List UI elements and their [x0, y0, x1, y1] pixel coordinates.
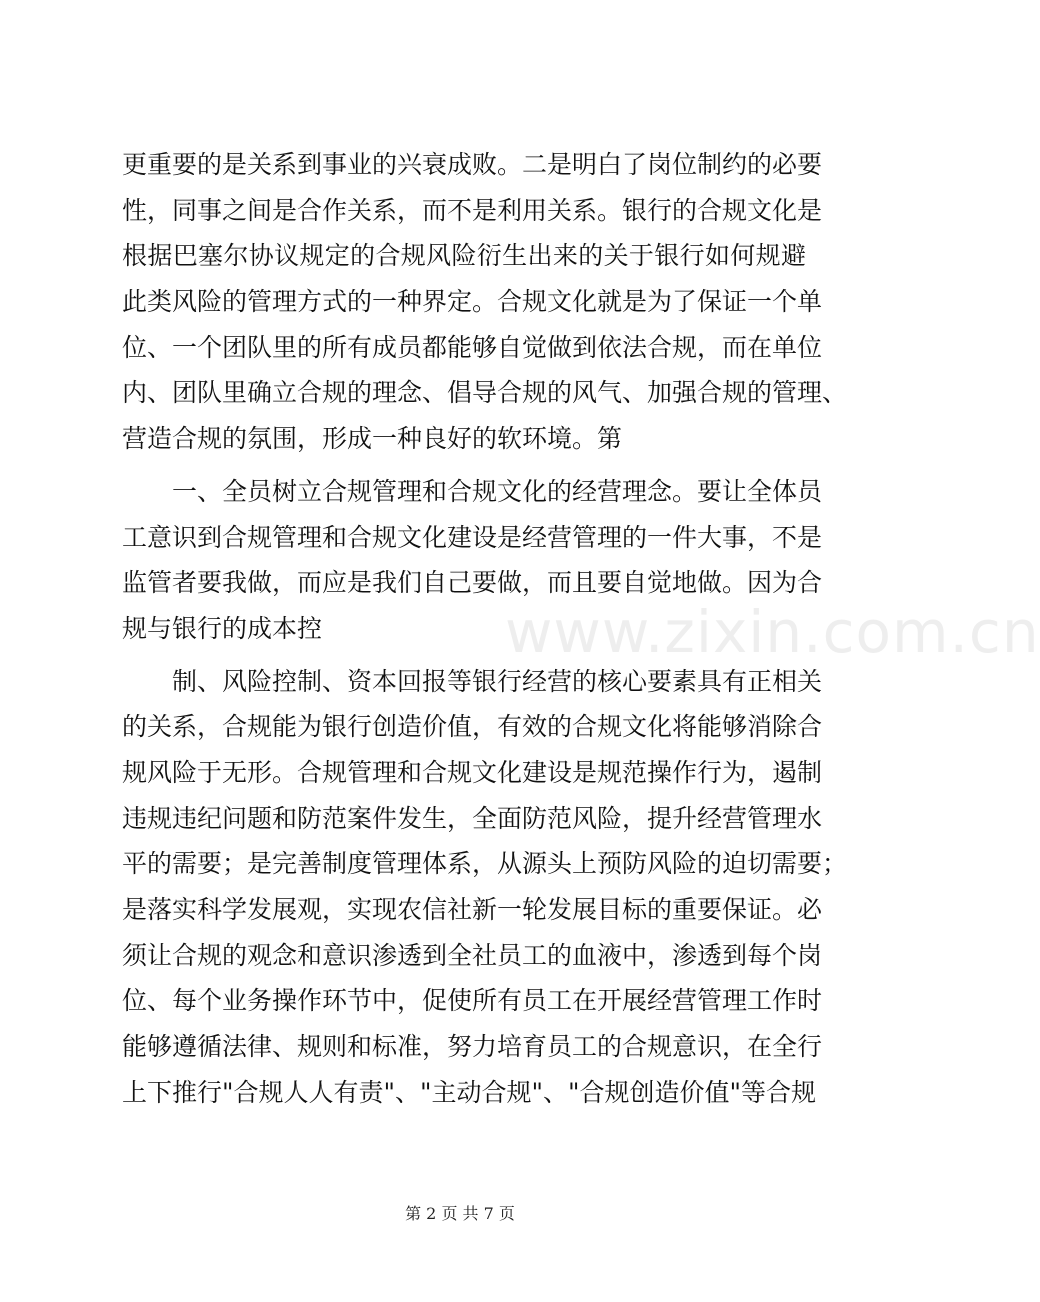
text-line: 须让合规的观念和意识渗透到全社员工的血液中，渗透到每个岗 — [122, 940, 823, 970]
text-line: 的关系，合规能为银行创造价值，有效的合规文化将能够消除合 — [122, 712, 823, 742]
text-line: 制、风险控制、资本回报等银行经营的核心要素具有正相关 — [172, 666, 823, 696]
watermark: www.zixin.com.cn — [505, 598, 1040, 666]
page-number-footer: 第 2 页 共 7 页 — [405, 1204, 515, 1223]
text-line: 内、团队里确立合规的理念、倡导合规的风气、加强合规的管理、 — [122, 378, 848, 408]
text-line: 是落实科学发展观，实现农信社新一轮发展目标的重要保证。必 — [122, 895, 823, 924]
text-line: 监管者要我做，而应是我们自己要做，而且要自觉地做。因为合 — [122, 568, 823, 598]
body-text — [122, 142, 848, 1115]
text-line: 平的需要；是完善制度管理体系，从源头上预防风险的迫切需要； — [122, 849, 848, 879]
text-line: 更重要的是关系到事业的兴衰成败。二是明白了岗位制约的必要 — [122, 150, 823, 179]
text-line: 性，同事之间是合作关系，而不是利用关系。银行的合规文化是 — [122, 195, 823, 225]
text-line: 工意识到合规管理和合规文化建设是经营管理的一件大事，不是 — [122, 522, 823, 552]
text-line: 一、全员树立合规管理和合规文化的经营理念。要让全体员 — [172, 476, 823, 506]
text-line: 能够遵循法律、规则和标准，努力培育员工的合规意识，在全行 — [122, 1032, 823, 1062]
text-line: 规风险于无形。合规管理和合规文化建设是规范操作行为，遏制 — [122, 757, 823, 787]
text-line: 上下推行"合规人人有责"、"主动合规"、"合规创造价值"等合规 — [122, 1077, 816, 1107]
text-line: 规与银行的成本控 — [122, 613, 323, 643]
text-line: 违规违纪问题和防范案件发生，全面防范风险，提升经营管理水 — [122, 803, 823, 833]
text-line: 营造合规的氛围，形成一种良好的软环境。第 — [122, 424, 623, 454]
text-line: 位、一个团队里的所有成员都能够自觉做到依法合规，而在单位 — [122, 332, 823, 362]
text-line: 根据巴塞尔协议规定的合规风险衍生出来的关于银行如何规避 — [122, 241, 806, 271]
text-line: 位、每个业务操作环节中，促使所有员工在开展经营管理工作时 — [122, 986, 823, 1016]
text-line: 此类风险的管理方式的一种界定。合规文化就是为了保证一个单 — [122, 287, 823, 317]
